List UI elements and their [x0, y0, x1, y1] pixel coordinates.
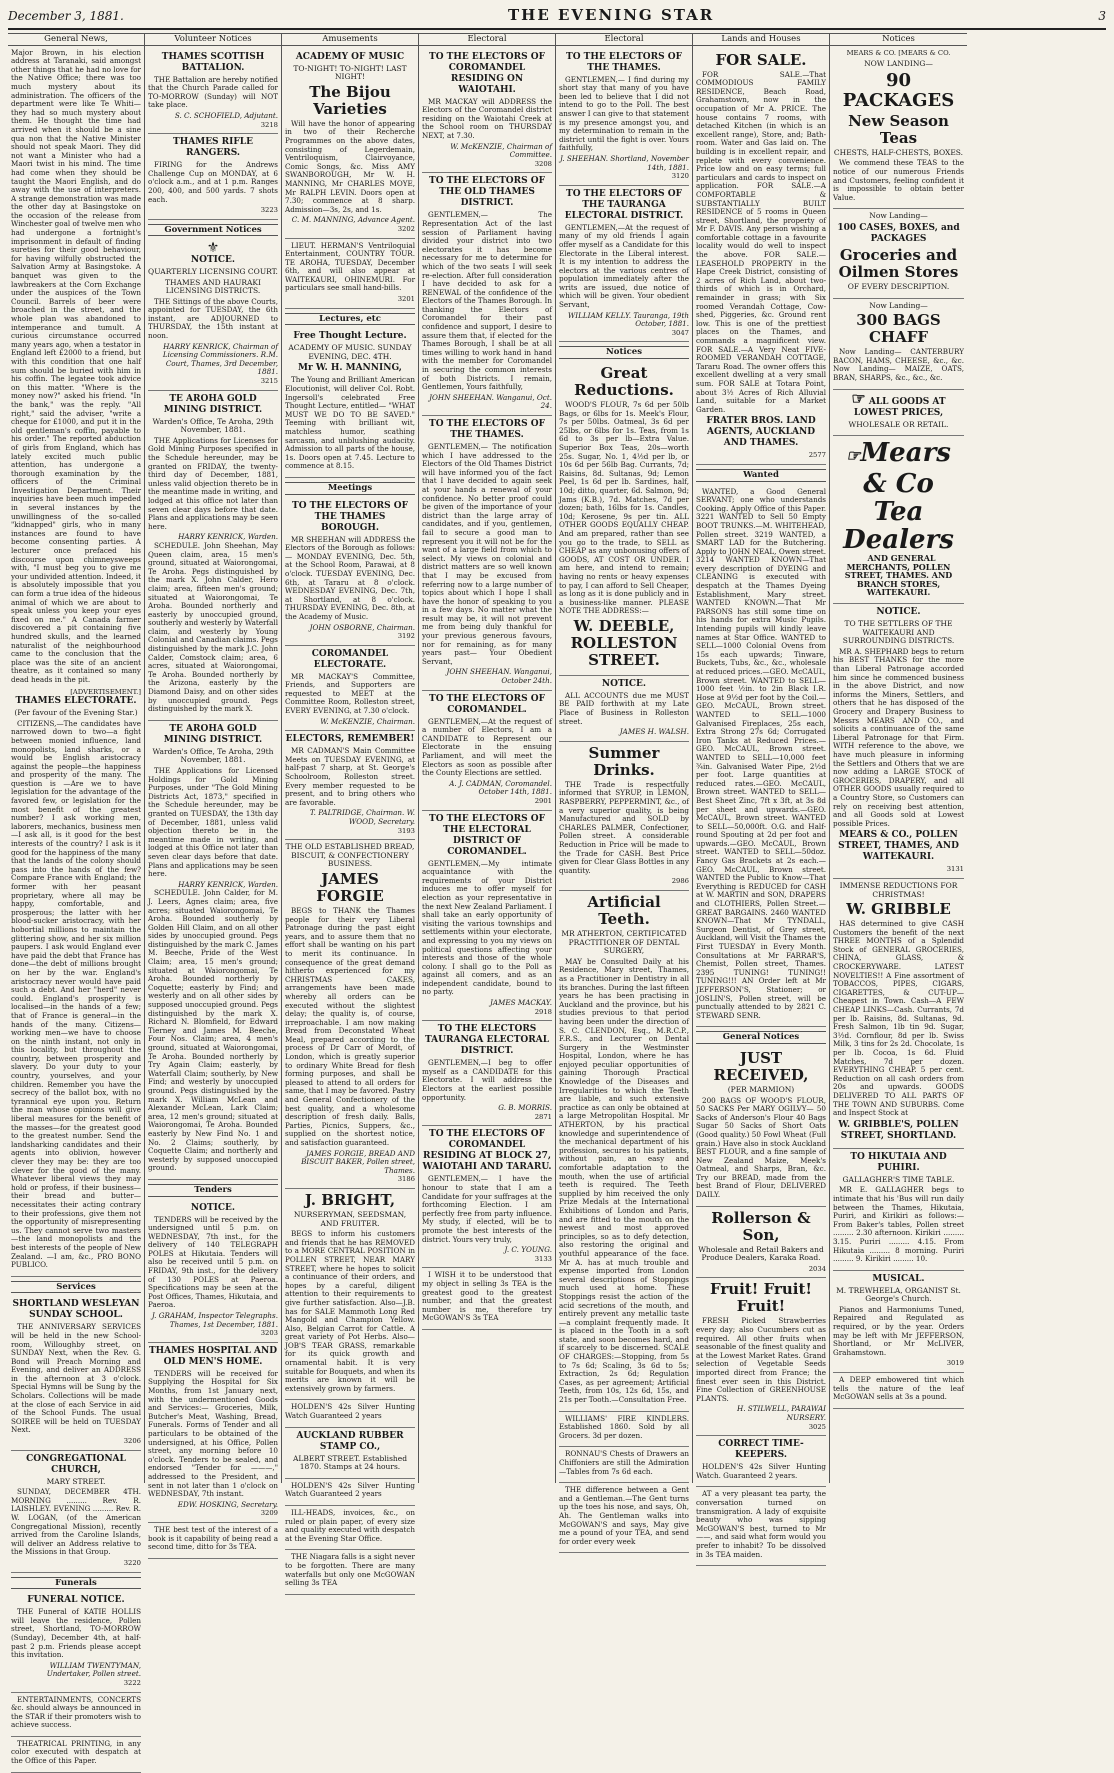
ad-title: Free Thought Lecture. [293, 331, 407, 342]
news-body: Major Brown, in his election address at Taranaki, said amongst other things that he had no love for the Native Office; there was too much mystery about its administration. The officers of the department were like Te Whiti—they had so much mystery about them. He thought the time had arrived when it should be a sine qua non that the Native Minister should not speak Maori. They did not want a Minister who had a Maori twist in his mind. The time had come when they should be taught the Maori English, and do away with the use of interpreters. A strange demonstration was made the other day at Basingstoke on the occasion of the release from Winchester goal of twelve men who had undergone a fortnight's imprisonment in default of finding sureties for their good behaviour, for having wilfully obstructed the Salvation Army at Basingstoke. A banquet was given to the lawbreakers at the Corn Exchange under the auspices of the Town Council. Barrels of beer were broached in the street, and the whole plan was abandoned to intemperance and tumult. A curious circumstance occurred many years ago, when a testator in England left £2000 to a friend, but with this condition that one half sum should be buried with him in his coffin. The legatee took advice on this matter. "Where is the money now?" asked his friend. "In the bank," was the reply. "All right," said the adviser, "write a cheque for £1000, and put it in the old gentleman's coffin, payable to his order." The reported abduction of girls from England, which has lately excited much public attention, has undergone a thorough examination by the officers of the Criminal Investigation Department. Their inquiries have been much impeded in several instances by the unwillingness of the so-called "kidnapped" girls, who in many instances are found to have become consenting parties. A lecturer once prefaced his discourse upon chimneysweeps with, "I must beg you to give me your undivided attention. Indeed, it is absolutely impossible that you can form a true idea of the hideous animal of which we are about to speak unless you keep your eyes fixed on me." A Canada farmer discovered a pit containing five hundred skulls, and the learned naturalist of the neighbourhood came to the conclusion that the place was the site of an ancient theatre, as it contained so many dead heads in the pit. [11, 47, 141, 684]
advertisement [422, 1021, 552, 1126]
advertisement [285, 1428, 415, 1479]
advertisement [11, 1451, 141, 1573]
ad-schedule: SCHEDULE. John Calder, for M. J. Leers, Agnes claim; area, five acres; situated Waiorongomai, Te Aroha. Bounded southerly by Golden Hill Claim, and on all other sides by unoccupied ground. Pegs distinguished by the mark C. James M. Beeche, Pride of the West Claim; area, 15 men's ground; situated at Waiorongomai, Te Aroha. Bounded northerly by Coquette; easterly by Find; and westerly and on all other sides by supposed unoccupied ground. Pegs distinguished by the mark X. Richard N. Blomfield, for Edward Tierney and James M. Beeche, Four Nos. Claim; area, 4 men's ground, situated at Waiorongomai, Te Aroha. Bounded northerly by Try Again Claim; easterly, by Waterfall Claim; southerly, by New Find; and westerly by unoccupied ground. Pegs distinguished by the mark X. William McLean and Alexander McLean, Lark Claim; area, 12 men's ground; situated at Waiorongomai, Te Aroha. Bounded easterly by New Find No. 1 and No. 2 Claims; southerly, by Coquette Claim; and northerly and westerly by supposed unoccupied ground. [148, 888, 278, 1173]
ad-signature: J. GRAHAM, Inspector Telegraphs. Thames, 1st December, 1881. [151, 1311, 278, 1329]
ad-ref: 3201 [397, 295, 415, 304]
ad-subtitle: TO-NIGHT! TO-NIGHT! LAST NIGHT! [293, 63, 407, 82]
ad-title: TO THE ELECTORS OF THE OLD THAMES DISTRICT. [429, 176, 545, 209]
ad-ref: 2986 [671, 877, 689, 886]
ad-ref: 3209 [260, 1509, 278, 1518]
section-heading: Services [11, 1281, 141, 1294]
columns [8, 33, 1106, 1766]
ad-signature: JAMES FORGIE, BREAD AND BISCUIT BAKER, Pollen street, Thames. [301, 1148, 415, 1175]
ad-signature: J. SHEEHAN. Shortland, November 14th, 1881. [559, 153, 689, 172]
column-heading: Volunteer Notices [145, 33, 281, 46]
ad-body: GENTLEMEN,— I have the honour to state that I am a Candidate for your suffrages at the forthcoming Election. I am perfectly free from party influence. My study, if elected, will be to promote the best interests of the district. Yours very truly, [422, 1174, 552, 1244]
column-general-news [8, 33, 145, 1766]
ad-body: BEGS to inform his customers and friends that he has REMOVED to a MORE CENTRAL POSITION in POLLEN STREET, NEAR MARY STREET, where he hopes to solicit a continuance of their orders, and hopes by a careful, diligent attention to their requirements to give further satisfaction. Also—J.B. has for SALE Mammoth Long Red Mangold and Champion Yellow. Also, Belgian Carrot for Cattle. A great variety of Pot Herbs. Also—JOB'S TEAR GRASS, remarkable for its quick growth and ornamental habit. It is very suitable for Bouquets, and when its merits are known it will be extensively grown by farmers. [285, 1229, 415, 1393]
ad-signature: JAMES MACKAY. [489, 998, 552, 1008]
ad-body: GENTLEMEN,— The Representation Act of the last session of Parliament having divided your district into two electorates it has become necessary for me to determine for which of the two seats I will seek re-election. After full consideration I have decided to ask for a RENEWAL of the confidence of the Electors of the Thames Borough. In thanking the Electors of Coromandel for their past confidence and support, I desire to assure them that, if elected for the Thames Borough, I shall be at all times willing to work hand in hand with the member for Coromandel in securing the common interests of both Districts. I remain, Gentlemen, Yours faithfully, [422, 210, 552, 392]
advertisement [148, 1343, 278, 1523]
ad-signature: JOHN SHEEHAN. Wanganui, October 24th. [446, 667, 552, 686]
mears-logo-text: Mears & Co [860, 438, 951, 500]
advertisement [285, 646, 415, 732]
advertisement [696, 1278, 826, 1436]
advertisement [696, 1047, 826, 1207]
ad-headline: J. BRIGHT, [304, 1190, 396, 1209]
ad-ref: 3220 [123, 1558, 141, 1567]
column-amusements [282, 33, 419, 1588]
ad-body: GENTLEMEN,—At the request of a number of Electors, I am a CANDIDATE to Represent our Electorate in the ensuing Parliament, and will meet the Electors as soon as possible after the County Elections are settled. [422, 716, 552, 778]
ad-ref: 3047 [671, 328, 689, 337]
ad-body: GENTLEMEN,— I find during my short stay that many of you have been led to believe that I did not intend to go to the Poll. The best answer I can give to that statement is my presence amongst you, and my determination to remain in the district until the fight is over. Yours faithfully, [559, 74, 689, 153]
ad-subtitle: Now Landing— [869, 211, 928, 221]
advertisement [11, 1296, 141, 1450]
ad-headline: Artificial Teeth. [587, 892, 661, 928]
ad-signature: S. C. SCHOFIELD, Adjutant. [174, 110, 278, 120]
ad-ref: 2901 [534, 796, 552, 805]
advertisement [696, 1207, 826, 1279]
pointing-hand-icon: ☞ [851, 388, 866, 408]
ad-title: THAMES RIFLE RANGERS. [173, 137, 253, 159]
ad-title: TO THE ELECTORS OF THE ELECTORAL DISTRICT OF COROMANDEL. [429, 813, 545, 857]
advertisement [422, 1126, 552, 1268]
ad-body: AND GENERAL MERCHANTS, POLLEN STREET, THAMES. AND BRANCH STORES, WAITEKAURI. [844, 553, 953, 598]
ad-title: TO THE ELECTORS OF THE TAURANGA ELECTORAL DISTRICT. [564, 188, 684, 221]
section-heading: Tenders [148, 1184, 278, 1197]
ad-body: WOOD'S FLOUR, 7s 6d per 50lb Bags, or 6lbs for 1s. Meek's Flour, 7s per 50lbs. Oatmeal, 3s 6d per 25lbs, or 6lbs for 1s. Teas, from 1s 6d to 3s per lb—Extra Value. Superior Box Teas, 20s—worth 25s. Sugar, No. 1, 4½d per lb, or 10s 6d per 56lb Bag. Currants, 7d; Raisins, 8d. Sultanas, 9d; Lemon Peel, 1s 6d per lb. Sardines, half, 10d; ditto, quarter, 6d. Salmon, 9d; Jams (K.B.), 7d. Matches, 7d per dozen; bath, 16lbs for 1s. Candles, 10d; Kerosene, 9s per tin. ALL OTHER GOODS EQUALLY CHEAP. And am prepared, rather than see you go to the trade, to SELL as CHEAP as any unbonusing offers of GOODS, AT COST OR UNDER. I am here, and intend to remain; having no rents or heavy expenses to pay, I can afford to Sell Cheaper, as long as it is done publicly and in a business-like manner. PLEASE NOTE THE ADDRESS:— [559, 400, 689, 616]
ad-body: MR E. GALLAGHER begs to intimate that his 'Bus will run daily between the Thames, Hikutaia, Puriri, and Kirikiri as follows:— From Baker's tables, Pollen street ......... 2.30 afternoon. Kirikiri ......... 3.15. Puriri ......... 4.15. From Hikutaia ......... 8 morning. Puriri ......... 9. Kirikiri ......... 10. [833, 1185, 964, 1264]
advertisement [285, 1506, 415, 1550]
ad-body: THE difference between a Gent and a Gentleman.—The Gent turns up the toes his nose, and says, Oh, Ah. The Gentleman walks into McGOWAN'S and says, May give me a pound of your TEA, and send for order every week [559, 1485, 689, 1546]
advertisement [559, 1447, 689, 1483]
ad-body: AT a very pleasant tea party, the conversation turned on transmigration. A lady of exquisite beauty who was sipping McGOWAN'S best, turned to Mr ——, and said what form would you prefer to inhabit? To be dissolved in 3s TEA maiden. [696, 1489, 826, 1559]
column-notices [830, 33, 967, 1483]
advertisement [696, 1487, 826, 1566]
ad-ref: 3223 [260, 206, 278, 215]
ad-body: THE Sittings of the above Courts, appointed for TUESDAY, the 6th instant, are ADJOURNED to THURSDAY, the 15th instant at noon. [148, 296, 278, 341]
ad-body: GENTLEMEN,—I beg to offer myself as a CANDIDATE for this Electorate. I will address the Electors at the earliest possible opportunity. [422, 1058, 552, 1102]
ad-body: We commend these TEAS to the notice of our numerous Friends and Customers, feeling confident it is impossible to obtain better Value. [833, 158, 964, 202]
ad-ref: 3193 [397, 826, 415, 835]
ad-title: THAMES HOSPITAL AND OLD MEN'S HOME. [148, 1345, 278, 1367]
ad-body: HAS determined to give CASH Customers the benefit of the next THREE MONTHS of a Splendid Stock of GENERAL GROCERIES, CHINA, GLASS, & CROCKERYWARE. LATEST NOVELTIES!! A Fine assortment of TOBACCOS, PIPES, CIGARS, CIGARETTES, & CUT-UP—Cheapest in Town. Cash—A FEW CHEAP LINKS—Cash. Currants, 7d per lb. Raisins, 8d. Sultanas, 9d. Fresh Salmon, 1lb tin 9d. Sugar, 3½d. Cornflour, 8d per lb. Swiss Milk, 3 tins for 2s 2d. Chocolate, 1s per lb. Cocoa, 1s 6d. Fluid Matches, 7d per dozen. EVERYTHING CHEAP. 5 per cent. Reduction on all cash orders from 20s and upwards. GOODS DELIVERED TO ALL PARTS OF THE TOWN AND SUBURBS. Come and Inspect Stock at [833, 919, 964, 1118]
ad-headline-text: ALL GOODS AT LOWEST PRICES, [853, 396, 946, 418]
ad-label: [ADVERTISEMENT.] [70, 687, 141, 696]
section-heading: Government Notices [148, 224, 278, 237]
advertisement [285, 328, 415, 478]
ad-signature: W. DEEBLE, ROLLESTON STREET. [570, 616, 678, 669]
ad-body: GENTLEMEN,— The notification which I have addressed to the Electors of the Old Thames District will have informed you of the fact that I have decided to again seek at your hands a renewal of your confidence. No better proof could be given of the importance of your district than the large array of candidates, and if you, gentlemen, fail to secure a good man to represent you it will not be for the want of a large field from which to select. My views on colonial and district matters are so well known that I may be excused from referring now to a large number of topics about which I hope I shall have the honor of speaking to you in a few days. No matter what the result may be, it will not prevent me from being duly thankful for your previous generous favours, nor for remaining, as for many years past— Your Obedient Servant, [422, 442, 552, 666]
ad-body: FRESH Picked Strawberries every day; also Cucumbers cut as required. All other fruits when seasonable of the finest quality and at the Lowest Market Rates. Grand selection of Vegetable Seeds imported direct from France; the finest ever seen in this District. Fine Collection of GREENHOUSE PLANTS. [696, 1316, 826, 1403]
ad-headline: Rollerson & Son, [711, 1208, 811, 1244]
newspaper-title: THE EVENING STAR [507, 6, 715, 24]
ad-signature: JOHN OSBORNE, Chairman. [309, 622, 415, 632]
ad-body: HOLDEN'S 42s Silver Hunting Watch Guaranteed 2 years [285, 1480, 415, 1499]
ad-signature: EDW. HOSKING, Secretary. [177, 1499, 278, 1509]
ad-headline-2: New Season Teas [848, 111, 949, 147]
ad-subtitle: QUARTERLY LICENSING COURT. [148, 266, 278, 276]
ad-headline: 300 BAGS CHAFF [856, 311, 941, 347]
ad-ref: 3025 [808, 1422, 826, 1431]
ad-body: MR A. SHEPHARD begs to return his BEST THANKS for the more than Liberal Patronage accorded him since he commenced business in the above District, and now informs the Miners, Settlers, and others that he has disposed of the Grocery and Drapery Business to Messrs MEARS AND CO., and solicits a continuance of the same Liberal Patronage for that Firm. WITH reference to the above, we have much pleasure in informing the Settlers and Others that we are now adding a LARGE STOCK of GROCERIES, DRAPERY, and all OTHER GOODS usually required to a Country Store, so Customers can rely on receiving best attention, and all Goods sold at Lowest possible Prices. [833, 646, 964, 828]
column-heading: Electoral [419, 33, 555, 46]
ad-body: MAY be Consulted Daily at his Residence, Mary street, Thames, as a Practitioner in Dentistry in all its branches. During the last fifteen years he has been practising in Auckland and the province, but his studies previous to that period having been under the direction of S. C. CLENDON, Esq., M.R.C.P., F.R.S., and Lecturer on Dental Surgery in the Westminster Hospital, London, where he has enjoyed peculiar opportunities of gaining Thorough Practical Knowledge of the Diseases and Irregularities to which the Teeth are liable, and such extensive practice as can only be obtained at a large Metropolitan Hospital. Mr ATHERTON, by his practical knowledge and superintendence of the mechanical department of his profession, secures to his patients, without pain, an easy and comfortable adaptation to the mouth, when the use of artificial teeth is required. The Teeth supplied by him received the only Prize Medals at the International Exhibitions of London and Paris, and are fitted to the mouth on the newest and most approved principles, so as to defy detection, also restoring the original and youthful appearance of the face. Mr A. has at much trouble and expense imported from London several descriptions of Stoppings much used at home. These Stoppings resist the action of the acid secretions of the mouth, and entirely prevent any metallic taste—a complaint frequently made. It is placed in the Tooth in a soft state, and soon becomes hard, and if scarcely to be discerned. SCALE OF CHARGES:—Stopping, from 5s to 7s 6d; Scaling, 3s 6d to 5s; Extraction, 2s 6d; Regulation Cases, as per agreement; Artificial Teeth, from 10s, 12s 6d, 15s, and 21s per Tooth.—Consultation Free. [559, 956, 689, 1405]
ad-body: The Young and Brilliant American Elocutionist, will deliver Col. Robt. Ingersoll's celebrated Free Thought Lecture, entitled— "WHAT MUST WE DO TO BE SAVED." Teeming with brilliant wit, matchless humor, scathing sarcasm, and unblushing audacity. Admission to all parts of the house, 1s. Doors open at 7.45. Lecture to commence at 8.15. [285, 375, 415, 471]
ad-subtitle: (PER MARMION) [727, 1084, 795, 1094]
ad-subtitle: TO THE SETTLERS OF THE WAITEKAURI AND SURROUNDING DISTRICTS. [842, 619, 955, 646]
advertisement [285, 498, 415, 646]
column-heading: Lands and Houses [693, 33, 829, 46]
ad-signature: G. B. MORRIS. [498, 1103, 552, 1113]
advertisement [148, 49, 278, 135]
ad-title: COROMANDEL ELECTORATE. [311, 648, 389, 670]
advertisement [11, 1693, 141, 1737]
masthead [8, 6, 1106, 30]
ad-signature: JOHN SHEEHAN. Wanganui, Oct. 24. [429, 392, 552, 411]
section-heading: Funerals [11, 1577, 141, 1590]
ad-body: THE Battalion are hereby notified that the Church Parade called for TO-MORROW (Sunday) will NOT take place. [148, 74, 278, 110]
advertisement [422, 173, 552, 416]
ad-body: MR MACKAY will ADDRESS the Electors of the Coromandel district residing on the Waiotahi Creek at the School room on THURSDAY NEXT, at 7.30. [422, 96, 552, 140]
ad-title: FUNERAL NOTICE. [27, 1595, 125, 1606]
section-heading: Lectures, etc [285, 313, 415, 326]
ad-ref: 3019 [946, 1359, 964, 1368]
ad-title: TO THE ELECTORS TAURANGA ELECTORAL DISTRICT. [424, 1024, 550, 1057]
ad-subtitle: WHOLESALE OR RETAIL. [848, 419, 949, 429]
mears-header: MEARS & CO. [MEARS & CO. [846, 48, 951, 57]
ad-body: THE Applications for Licenses for Gold Mining Purposes specified in the Schedule hereunder, may be granted on FRIDAY, the twenty-third day of December, 1881, unless valid objection thereto be in the meantime made in writing, and lodged at this office not later than seven clear days before that date. Plans and applications may be seen here. [148, 435, 278, 531]
ad-ref: 3206 [123, 1437, 141, 1446]
ad-ref: 3202 [397, 224, 415, 233]
ad-ref: 3133 [534, 1254, 552, 1263]
ad-headline: 90 PACKAGES [842, 69, 955, 111]
ad-subtitle: M. TREWHEELA, ORGANIST St. George's Church. [836, 1285, 961, 1304]
advertisement [285, 731, 415, 840]
column-lands-houses [693, 33, 830, 1559]
advertisement [833, 299, 964, 390]
ad-body: FOR SALE.—That COMMODIOUS FAMILY RESIDENCE, Beach Road, Grahamstown, now in the occupation of Mr A. PRICE. The house contains 7 rooms, with detached Kitchen (in which is an excellent range), Store, and; Bath-room. Water and Gas laid on. The building is in excellent repair, and replete with every convenience. Price low and on easy terms; full particulars and cards to inspect on application. FOR SALE.—A COMFORTABLE & SUBSTANTIALLY BUILT RESIDENCE of 5 rooms in Queen street, Shortland, the property of Mr F. DAVIS. Any person wishing a comfortable cottage in a favourite locality would do well to inspect the above. FOR SALE.—LEASEHOLD PROPERTY in the Hape Creek District, consisting of 2 acres of Rich Land, about two-thirds of which is in Orchard, remainder in grass; with Six roomed Verandah Cottage, Cow-shed, Piggeries, &c. Ground rent low. This is one of the prettiest places on the Thames, and commands a magnificent view. FOR SALE.—A Very Neat FIVE-ROOMED VERANDAH COTTAGE, Tararu Road. The owner offers this excellent dwelling at a very small sum. FOR SALE at Totara Point, about 3½ Acres of Rich Alluvial Land, suitable for a Market Garden. [696, 69, 826, 414]
ad-body: ILL-HEADS, invoices, &c., on ruled or plain paper, of every size and quality executed with despatch at the Evening Star Office. [285, 1508, 415, 1543]
advertisement [148, 391, 278, 721]
ad-body: MR SHEEHAN will ADDRESS the Electors of the Borough as follows:— MONDAY EVENING, Dec. 5th, at the School Room, Parawai, at 8 o'clock. TUESDAY EVENING, Dec. 6th, at Tararu at 8 o'clock. WEDNESDAY EVENING, Dec. 7th, at Shortland, at 8 o'clock. THURSDAY EVENING, Dec. 8th, at the Academy of Music. [285, 534, 415, 621]
ad-body: Now Landing— CANTERBURY BACON, HAMS, CHEESE, &c., &c. Now Landing— MAIZE, OATS, BRAN, SHARPS, &c., &c., &c. [833, 347, 964, 382]
ad-subtitle-2: OF EVERY DESCRIPTION. [847, 281, 950, 291]
section-heading: Wanted [696, 469, 826, 482]
ad-signature: FRATER BROS. LAND AGENTS, AUCKLAND AND THAMES. [706, 416, 816, 449]
advertisement [696, 485, 826, 1028]
advertisement [422, 811, 552, 1022]
ad-signature: H. STILWELL, PARAWAI NURSERY. [736, 1404, 826, 1422]
advertisement [422, 691, 552, 811]
ad-subtitle: GALLAGHER'S TIME TABLE. [842, 1174, 955, 1184]
advertisement [559, 362, 689, 676]
advertisement [148, 1523, 278, 1559]
advertisement [559, 1483, 689, 1553]
ad-signature: W. McKENZIE, Chairman of Committee. [450, 141, 552, 160]
advertisement [422, 1268, 552, 1330]
advertisement [696, 1436, 826, 1487]
ad-body: HOLDEN'S 42s Silver Hunting Watch Guaranteed 2 years [285, 1402, 415, 1421]
advertisement [285, 1189, 415, 1400]
ad-body: Pianos and Harmoniums Tuned, Repaired and Regulated as required, or by the year. Orders may be left with Mr JEFFERSON, Shortland, or Mr McLIVER, Grahamstown. [833, 1304, 964, 1357]
ad-title: NOTICE. [601, 678, 647, 689]
ad-title: TE AROHA GOLD MINING DISTRICT. [163, 393, 263, 415]
ad-body: BEGS to THANK the Thames people for their very Liberal Patronage during the past eight years, and to assure them that no effort shall be wanting on his part to merit its continuance. In consequence of the great demand hitherto experienced for my CHRISTMAS CAKES, arrangements have been made whereby all orders can be executed without the slightest delay; the quality is, of course, irreproachable. I am now making Bread from Deconstated Wheat Meal, prepared according to the process of Dr Carr of Mordt, of London, which is greatly superior to ordinary White Bread for flesh forming purposes, and shall be pleased to attend to all orders for same, that I may be favored. Pastry and General Confectionery of the best quality, and a wholesome description of fresh daily. Balls, Parties, Picnics, Suppers, &c., supplied on the shortest notice, and satisfaction guaranteed. [285, 905, 415, 1147]
ad-subtitle: IMMENSE REDUCTIONS FOR CHRISTMAS! [839, 880, 958, 899]
ad-title: NOTICE. [190, 1202, 236, 1213]
advertisement [559, 742, 689, 891]
ad-body: THE Trade is respectfully informed that SYRUP, in LEMON, RASPBERRY, PEPPERMINT, &c., of a very superior quality, is being Manufactured and SOLD by CHARLES PALMER, Confectioner, Pollen street. A considerable Reduction in Price will be made to the Trade for CASH. Best Price given for Clear Glass Bottles in any quantity. [559, 779, 689, 875]
column-heading: General News, [8, 33, 144, 46]
ad-ref: 3208 [534, 159, 552, 168]
column-volunteer-notices [145, 33, 282, 1552]
advertisement [11, 1592, 141, 1692]
ad-ref: 2577 [808, 451, 826, 460]
page-number: 3 [1098, 9, 1106, 23]
ad-body: ALL ACCOUNTS due me MUST BE PAID forthwith at my Late Place of Business in Rolleston street. [559, 690, 689, 726]
advertisement [148, 721, 278, 1180]
ad-headline: W. GRIBBLE [846, 900, 951, 919]
ad-body: THE Applications for Licensed Holdings for Gold Mining Purposes, under "The Gold Mining Districts Act, 1873," specified in the Schedule hereunder, may be granted on TUESDAY, the 13th day of December, 1881, unless valid objection thereto be in the meantime made in writing, and lodged at this Office not later than seven clear days before that date. Plans and applications may be seen here. [148, 766, 278, 879]
advertisement [11, 685, 141, 1277]
ad-title: MUSICAL. [872, 1273, 925, 1284]
advertisement [833, 604, 964, 879]
ad-title: TO THE ELECTORS OF THE THAMES BOROUGH. [292, 500, 408, 533]
ad-body: CITIZENS,—The candidates have narrowed down to two—a fight between monied influence, land monopolists, land sharks, or a would be English aristocracy against the people—the happiness and prosperity of the many. The question is —Are we to have legislation for the advantage of the favored few, or legislation for the most benefit of the greatest number? I ask working men, laborers, mechanics, business men—I ask all, is it good for the best interests of the country? I ask is it good for the happiness of the many that the lands of the colony should pass into the hands of the few? Compare France with England; the former with her peasant proprietary, where all may be happy, comfortable, and prosperous; the latter with her blood-sucker aristocracy, with her hobortial millions to maintain the glittering show, and her six million paupers. I ask would England ever have paid the debt that France has done—the debt of millions brought on her by the war. England's aristocracy never would have paid such a debt. And her "herd" never could. England's prosperity is localised—in the hands of a few; that of France is general—in the hands of the many. Citizens—working men—we have to choose on the ninth instant, not only in this locality, but throughout the country, between prosperity and slavery. Do your duty to your country, yourselves, and your children. Remember you have the secrecy of the ballot box, with no tyrannical eye upon you. Return the man whose opinions will give liberal measures for the benefit of the masses—for the greatest good to the greatest number. Send the landsharking candidates and their agents into oblivion, however clever they may be: they are too clever for the good of the many. Whatever liberal views they may hold or profess, if their business—their bread and butter—necessitates their acting contrary to their professions, give them not the opportunity of misrepresenting us. They cannot serve two masters —the land monopolists and the best interests of the people of New Zealand. —I am, &c., PRO BONO PUBLICO. [11, 718, 141, 1270]
ad-signature: WILLIAM KELLY. Tauranga, 19th October, 1881. [567, 310, 689, 329]
ad-title: ELECTORS, REMEMBER! [285, 734, 415, 745]
advertisement [833, 879, 964, 1149]
ad-subtitle-2: THAMES AND HAURAKI LICENSING DISTRICTS. [165, 277, 261, 296]
ad-body: HOLDEN'S 42s Silver Hunting Watch. Guaranteed 2 years. [696, 1462, 826, 1480]
ad-title: CORRECT TIME-KEEPERS. [718, 1439, 804, 1461]
ad-body: GENTLEMEN,—At the request of many of my old friends I again offer myself as a Candidate for this Electorate in the Liberal interest. It is my intention to address the electors at the various centres of population immediately after the writs are issued, due notice of which will be given. Your obedient Servant, [559, 222, 689, 310]
advertisement [833, 390, 964, 437]
mears-logo [833, 439, 964, 498]
ad-ref: 3215 [260, 377, 278, 386]
ad-signature: MEARS & CO., POLLEN STREET, THAMES, AND WAITEKAURI. [838, 830, 959, 863]
ad-ref: 3218 [260, 120, 278, 129]
ad-schedule: SCHEDULE. John Sheehan, May Queen claim, area, 15 men's ground, situated at Waiorongomai, Te Aroha. Pegs distinguished by the mark X. John Calder, Hero claim; area, fifteen men's ground; situated at Waiorongomai, Te Aroha. Bounded northerly and easterly by unoccupied ground, southerly and westerly by Waterfall claim, and westerly by Young Colonial and Canadian claims. Pegs distinguished by the mark J.C. John Calder, Comstock claim; area, 6 acres, situated at Waiorongomai, Te Aroha. Bounded northerly by the Arizona, easterly by the Diamond Daisy, and on other sides by unoccupied ground. Pegs distinguished by the mark X. [148, 540, 278, 714]
ad-signature: J. C. YOUNG. [504, 1245, 552, 1255]
ad-signature: C. M. MANNING, Advance Agent. [291, 215, 415, 225]
ad-title: TO THE ELECTORS OF COROMANDEL RESIDING AT BLOCK 27, WAIOTAHI AND TARARU. [422, 1129, 552, 1173]
issue-date: December 3, 1881. [8, 9, 124, 23]
ad-title: SHORTLAND WESLEYAN SUNDAY SCHOOL. [12, 1299, 140, 1321]
section-heading: General Notices [696, 1031, 826, 1044]
ad-headline: Mr W. H. MANNING, [298, 363, 402, 374]
ad-body: LIEUT. HERMAN'S Ventriloquial Entertainment, COUNTRY TOUR. TE AROHA, TUESDAY, December 6th, and will also appear at WAITEKAURI, OHINEMURI. For particulars see small hand-bills. [285, 240, 415, 293]
advertisement [285, 1400, 415, 1427]
ad-subtitle: MARY STREET. [46, 1476, 106, 1486]
ad-body: WILLIAMS' FIRE KINDLERS. Established 1860. Sold by all Grocers. 3d per dozen. [559, 1413, 689, 1440]
ad-signature: A. J. CADMAN, Coromandel. October 14th, 1881. [449, 778, 552, 797]
ad-title: NOTICE. [876, 607, 921, 618]
ad-headline: JUST RECEIVED, [713, 1048, 809, 1084]
advertisement [833, 1373, 964, 1409]
ad-body: TENDERS will be received by the undersigned until 5 p.m. on WEDNESDAY, 7th inst., for the delivery of 140 TELEGRAPH POLES at Hikutaia. Tenders will also be received until 5 p.m. on FRIDAY, 9th inst., for the delivery of 130 POLES at Paeroa. Specifications may be seen at the Post Offices, Thames, Hikutaia, and Paeroa. [148, 1214, 278, 1310]
ad-body: THE Niagara falls is a sight never to be forgotten. There are many waterfalls but only one McGOWAN selling 3s TEA [285, 1552, 415, 1588]
advertisement [148, 239, 278, 390]
ad-body: THEATRICAL PRINTING, in any color executed with despatch at the Office of this Paper. [11, 1738, 141, 1766]
ad-title: AUCKLAND RUBBER STAMP CO., [296, 1430, 404, 1452]
ad-subtitle: (Per favour of the Evening Star.) [14, 708, 138, 718]
ad-body: THE Funeral of KATIE HOLLIS will leave the residence, Pollen street, Shortland, TO-MORROW (Sunday), December 4th, at half-past 2 p.m. Friends please accept this invitation. [11, 1607, 141, 1660]
ad-ref: 3131 [946, 865, 964, 874]
ad-ref: 3120 [671, 172, 689, 181]
ad-headline: The Bijou Varieties [309, 82, 391, 118]
ad-body: MR CADMAN'S Main Committee Meets on TUESDAY EVENING, at half-past 7 sharp, at St. George's Schoolroom, Rolleston street. Every member requested to be present, and to bring others who are favorable. [285, 746, 415, 807]
pointing-hand-icon: ☞ [846, 446, 861, 466]
column-heading: Notices [830, 33, 967, 46]
ad-subtitle: Warden's Office, Te Aroha, 29th November, 1881. [152, 416, 274, 435]
advertisement [422, 49, 552, 174]
ad-body: Will have the honor of appearing in two of their Recherche Programmes on the above dates, consisting of Legerdemain, Ventriloquism, Clairvoyance, Comic Songs, &c. Miss AMY SWANBOROUGH, Mr W. H. MANNING, Mr CHARLES MOYE, Mr RALPH LEVIN. Doors open at 7.30; commence at 8 sharp. Admission—3s, 2s, and 1s. [285, 118, 415, 214]
ad-body: GENTLEMEN,—My intimate acquaintance with the requirements of your District induces me to offer myself for election as your representative in the next New Zealand Parliament. I shall take an early opportunity of visiting the various townships and settlements within your electorate, and expressing to you my views on political questions affecting your interests and those of the whole colony. I shall go to the Poll as against all comers, and as an independent candidate, bound to no party. [422, 858, 552, 997]
column-electoral-2 [556, 33, 693, 1546]
section-heading: Meetings [285, 482, 415, 495]
ad-headline: FOR SALE. [715, 50, 807, 69]
advertisement [559, 186, 689, 343]
ad-subtitle: Wholesale and Retail Bakers and Produce Dealers, Karaka Road. [698, 1244, 824, 1263]
ad-headline: Great Reductions. [574, 364, 674, 400]
ad-body: WANTED, a Good General SERVANT; one who understands Cooking. Apply Office of this Paper. 3221 WANTED to Sell 50 Empty BOOT TRUNKS.—M. WHITEHEAD, Pollen street. 3219 WANTED, a SMART LAD for the Butchering. Apply to JOHN NEAL, Owen street. 3214 WANTED KNOWN—That every description of DYEING and CLEANING is executed with despatch at the Thames Dyeing Establishment, Mary street. WANTED KNOWN.—That Mr PARSONS has still some time on his hands for extra Music Pupils. Intending pupils will kindly leave names at Star Office. WANTED to SELL—1000 Colonial Ovens from 15s each upwards; Tinware, Buckets, Tubs, &c., &c., wholesale at reduced prices.—GEO. McCAUL, Brown street. WANTED to SELL—1000 feet ½in. to 2in Black I.R. Hose at 9½d per foot by the Coil.—GEO. McCAUL, Brown street. WANTED to SELL—1000 Galvanised Fireplaces, 25s each, Extra Strong 27s 6d; Corrugated Iron Tanks at Reduced Prices.—GEO. McCAUL, Brown street. WANTED to SELL—10,000 feet ¾in. Galvanised Water Pipe, 2½d per foot. Large quantities at reduced rates.—GEO. McCAUL, Brown street. WANTED to SELL—Best Sheet Zinc, 7ft x 3ft, at 3s 8d per sheet and upwards.—GEO. McCAUL, Brown street. WANTED to SELL—50,000ft. O.G. and Half-round Spouting at 2d per foot and upwards.—GEO. McCAUL, Brown street. WANTED to SELL—50doz. Fancy Gas Brackets at 2s each.—GEO. McCAUL, Brown street. WANTED the Public to Know—That Everything is REDUCED for CASH at W. MARTIN and SON, DRAPERS and CLOTHIERS, Pollen Street.—GREAT BARGAINS. 2460 WANTED KNOWN—That Mr TYNDALL, Surgeon Dentist, of Grey street, Auckland, will Visit the Thames the First TUESDAY in Every Month. Consultations at Mr FARRAR'S, Chemist, Pollen street, Thames. 2395 TUNING! TUNING!! TUNING!!! AN Order left at Mr JEFFERSON'S, Stationer; or JOSLIN'S, Pollen street, will be punctually attended to by 2821 C. STEWARD SENR. [696, 486, 826, 1020]
ad-headline: JAMES FORGIE [316, 869, 384, 905]
ad-body: THE ANNIVERSARY SERVICES will be held in the new School-room, Willoughby street, on SUNDAY Next, when the Rev. G. Bond will Preach Morning and Evening, and deliver an ADDRESS in the afternoon at 3 o'clock. Special Hymns will be Sung by the Scholars. Collections will be made at the close of each Service in aid of the School Funds. The usual SOIREE will be held on TUESDAY Next. [11, 1322, 141, 1435]
ad-title: TO HIKUTAIA AND PUHIRI. [850, 1151, 947, 1173]
advertisement [833, 1149, 964, 1271]
section-heading: Notices [559, 346, 689, 359]
ad-subtitle: THE OLD ESTABLISHED BREAD, BISCUIT, & CONFECTIONERY BUSINESS. [285, 842, 415, 869]
ad-body: THE best test of the interest of a book is it capability of being read a second time, ditto for 3s TEA. [148, 1524, 278, 1552]
ad-subtitle: Warden's Office, Te Aroha, 29th November, 1881. [152, 746, 274, 765]
ad-subtitle: ACADEMY OF MUSIC. SUNDAY EVENING, DEC. 4TH. [288, 343, 412, 361]
ad-subtitle: MR ATHERTON, CERTIFICATED PRACTITIONER OF DENTAL SURGERY, [561, 928, 687, 956]
advertisement [559, 1412, 689, 1448]
ad-subtitle-2: CHESTS, HALF-CHESTS, BOXES. [833, 147, 964, 157]
advertisement [559, 891, 689, 1412]
column-electoral-1 [419, 33, 556, 1483]
advertisement [148, 1200, 278, 1343]
advertisement [422, 416, 552, 691]
advertisement [696, 49, 826, 465]
ad-subtitle: NURSERYMAN, SEEDSMAN, AND FRUITER. [293, 1209, 407, 1228]
ad-title: ACADEMY OF MUSIC [295, 51, 405, 62]
ad-signature: HARRY KENRICK, Warden. [178, 879, 278, 889]
advertisement [285, 1550, 415, 1594]
ad-body: RONNAU'S Chests of Drawers an Chiffoniers are still the Admiration—Tables from 7s 6d each. [559, 1449, 689, 1476]
ad-ref: 2034 [808, 1264, 826, 1273]
advertisement [285, 49, 415, 239]
advertisement [559, 49, 689, 186]
ad-signature: HARRY KENRICK, Warden. [178, 532, 278, 542]
ad-body: A DEEP embowered tint which tells the nature of the leaf McGOWAN sells at 3s a pound. [833, 1375, 964, 1402]
ad-headline: Summer Drinks. [588, 743, 660, 779]
ad-body: MR MACKAY'S Committee, Friends, and Supporters are requested to MEET at the Committee Room, Rolleston street, EVERY EVENING, at 7.30 o'clock. [285, 671, 415, 716]
ad-title: CONGREGATIONAL CHURCH, [26, 1453, 126, 1475]
ad-body: SUNDAY, DECEMBER 4TH. MORNING ......... Rev. R. LAISHLEY. EVENING ......... Rev. R. W. LOGAN, (of the American Congregational Mission), recently arrived from the Caroline Islands, will deliver an Address relative to the Missions in that Group. [11, 1487, 141, 1557]
ad-signature: HARRY KENRICK, Chairman of Licensing Commissioners. R.M. Court, Thames, 3rd December, 1881. [162, 341, 278, 377]
column-heading: Amusements [282, 33, 418, 46]
ad-headline: 100 CASES, BOXES, and PACKAGES [837, 222, 960, 244]
column-heading: Electoral [556, 33, 692, 46]
ad-headline-2: Groceries and Oilmen Stores [838, 245, 959, 281]
ad-ref: 3192 [397, 632, 415, 641]
advertisement [833, 57, 964, 209]
ad-title: TO THE ELECTORS OF THE THAMES. [566, 51, 682, 73]
advertisement [833, 209, 964, 298]
tea-dealers-heading: Tea Dealers [843, 497, 954, 556]
ad-subtitle: Now Landing— [869, 300, 928, 310]
advertisement [148, 134, 278, 220]
ad-signature: T. PALTRIDGE, Chairman. W. WOOD, Secretary. [309, 808, 415, 826]
ad-title: TO THE ELECTORS OF THE THAMES. [429, 419, 545, 440]
ad-body: FIRING for the Andrews Challenge Cup on MONDAY, at 6 o'clock a.m., and at 1 p.m. Ranges 200, 400, and 500 yards. 7 shots each. [148, 160, 278, 204]
ad-title: THAMES SCOTTISH BATTALION. [161, 51, 265, 73]
ad-signature: W. McKENZIE, Chairman. [320, 716, 415, 726]
ad-title: TE AROHA GOLD MINING DISTRICT. [163, 723, 263, 745]
advertisement [559, 676, 689, 742]
ad-ref: 3222 [123, 1678, 141, 1687]
advertisement [285, 1479, 415, 1506]
advertisement [285, 239, 415, 309]
ad-title: THAMES ELECTORATE. [15, 696, 137, 707]
ad-title: NOTICE. [190, 254, 236, 265]
ad-headline: Fruit! Fruit! Fruit! [709, 1280, 813, 1316]
ad-subtitle: NOW LANDING— [864, 59, 933, 69]
ad-subtitle: ALBERT STREET. Established 1870. Stamps at 24 hours. [292, 1453, 408, 1472]
royal-crest-icon: ⚜ [206, 240, 220, 257]
ad-ref: 2871 [534, 1112, 552, 1121]
ad-title: TO THE ELECTORS OF COROMANDEL. [429, 693, 545, 715]
ad-signature: W. GRIBBLE'S, POLLEN STREET, SHORTLAND. [838, 1119, 959, 1141]
ad-signature: JAMES H. WALSH. [619, 727, 689, 737]
advertisement [833, 1271, 964, 1373]
ad-ref: 3186 [397, 1175, 415, 1184]
ad-body: I WISH it to be understood that my object in selling 3s TEA is the greatest good to the greatest number, and that the greatest number is me, therefore try McGOWAN'S 3s TEA [422, 1270, 552, 1323]
ad-body: TENDERS will be received for Supplying the Hospital for Six Months, from 1st January next, with the undermentioned Goods and Services:— Groceries, Milk, Butcher's Meat, Washing, Bread, Funerals. Forms of Tender and all particulars to be obtained of the undersigned, at his Office, Pollen street, any morning before 10 o'clock. Tenders to be sealed, and endorsed "Tender for ———," addressed to the President, and sent in not later than 1 o'clock on WEDNESDAY, 7th instant. [148, 1368, 278, 1499]
ad-ref: 3203 [260, 1329, 278, 1338]
ad-body: 200 BAGS OF WOOD'S FLOUR, 50 SACKS Per MARY OGILVY— 50 Sacks of Anderson's Flour 40 Bags Sugar 50 Sacks of Short Oats (Good quality.) 50 Fowl Wheat (Full grain.) Have also in stock Auckland BEST FLOUR, and a fine sample of New Zealand Maize, Meek's Oatmeal, and Sharps, Bran, &c. Try our BREAD, made from the best Brand of Flour, DELIVERED DAILY. [696, 1095, 826, 1200]
ad-body: ENTERTAINMENTS, CONCERTS &c. should always be announced in the STAR if their promoters wish to achieve success. [11, 1694, 141, 1730]
advertisement [11, 1737, 141, 1773]
ad-title: TO THE ELECTORS OF COROMANDEL RESIDING ON WAIOTAHI. [429, 51, 545, 95]
ad-headline [833, 388, 964, 419]
ad-signature: WILLIAM TWENTYMAN, Undertaker, Pollen street. [46, 1660, 141, 1679]
advertisement [833, 436, 964, 604]
advertisement [285, 840, 415, 1189]
ad-ref: 2918 [534, 1007, 552, 1016]
